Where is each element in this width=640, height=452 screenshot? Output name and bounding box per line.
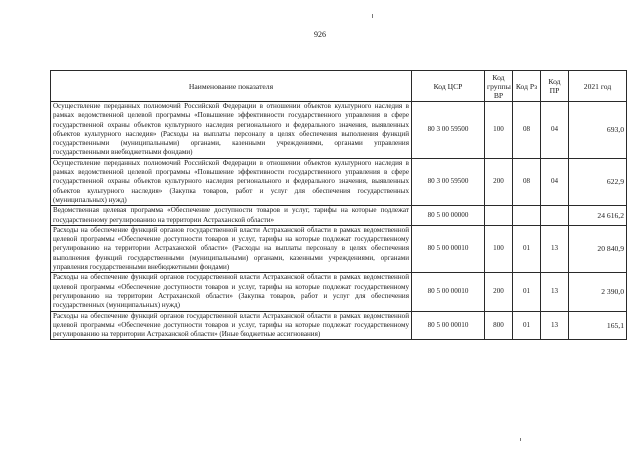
header-year: 2021 год xyxy=(569,71,627,102)
row-csr: 80 5 00 00000 xyxy=(412,206,485,226)
row-pr: 13 xyxy=(541,273,569,311)
scan-speck xyxy=(372,14,373,18)
header-rz: Код Рз xyxy=(513,71,541,102)
row-rz: 08 xyxy=(513,102,541,159)
scan-speck xyxy=(520,438,521,441)
row-name: Ведомственная целевая программа «Обеспечение доступности товаров и услуг, тарифы на которые подлежат государственному регулированию на территории Астраханской области» xyxy=(51,206,412,226)
header-name: Наименование показателя xyxy=(51,71,412,102)
table-row xyxy=(51,311,627,340)
row-group-vr: 100 xyxy=(485,102,513,159)
row-group-vr xyxy=(485,206,513,226)
row-csr: 80 3 00 59500 xyxy=(412,102,485,159)
row-amount: 622,9 xyxy=(569,158,627,205)
row-amount: 24 616,2 xyxy=(569,206,627,226)
table-row xyxy=(51,206,627,226)
table-row xyxy=(51,273,627,311)
row-name: Расходы на обеспечение функций органов государственной власти Астраханской области в рамках ведомственной целевой программы «Обеспечение доступности товаров и услуг, тарифы на которые подлежат государственному регулированию на территории Астраханской области» (Расходы на выплаты персоналу в целях обеспечения выполнения функций государственными (муниципальными) органами, казенными учреждениями, органами управления государственными внебюджетными фондами) xyxy=(51,225,412,272)
table-row xyxy=(51,225,627,272)
row-name: Осуществление переданных полномочий Российской Федерации в отношении объектов культурного наследия в рамках ведомственной целевой программы «Повышение эффективности государственного управления в сфере государственной охраны объектов культурного наследия регионального и федерального значения, выявленных объектов культурного наследия» (Расходы на выплаты персоналу в целях обеспечения выполнения функций государственными (муниципальными) органами, казенными учреждениями, органами управления государственными внебюджетными фондами) xyxy=(51,102,412,159)
row-pr: 04 xyxy=(541,102,569,159)
header-group-vr: Код группы ВР xyxy=(485,71,513,102)
row-amount: 2 390,0 xyxy=(569,273,627,311)
table-row xyxy=(51,102,627,159)
page-number: 926 xyxy=(314,30,326,39)
row-csr: 80 5 00 00010 xyxy=(412,273,485,311)
row-group-vr: 100 xyxy=(485,225,513,272)
row-pr: 13 xyxy=(541,311,569,340)
row-pr: 04 xyxy=(541,158,569,205)
row-amount: 165,1 xyxy=(569,311,627,340)
header-pr: Код ПР xyxy=(541,71,569,102)
row-csr: 80 5 00 00010 xyxy=(412,311,485,340)
row-group-vr: 200 xyxy=(485,273,513,311)
row-pr xyxy=(541,206,569,226)
row-amount: 20 840,9 xyxy=(569,225,627,272)
row-rz: 08 xyxy=(513,158,541,205)
table-header xyxy=(51,71,627,102)
row-name: Расходы на обеспечение функций органов государственной власти Астраханской области в рамках ведомственной целевой программы «Обеспечение доступности товаров и услуг, тарифы на которые подлежат государственному регулированию на территории Астраханской области» (Закупка товаров, работ и услуг для обеспечения государственных (муниципальных) нужд) xyxy=(51,273,412,311)
budget-table xyxy=(50,70,627,340)
row-rz xyxy=(513,206,541,226)
row-rz: 01 xyxy=(513,311,541,340)
table-row xyxy=(51,158,627,205)
header-csr: Код ЦСР xyxy=(412,71,485,102)
row-group-vr: 800 xyxy=(485,311,513,340)
row-csr: 80 3 00 59500 xyxy=(412,158,485,205)
row-rz: 01 xyxy=(513,273,541,311)
row-name: Осуществление переданных полномочий Российской Федерации в отношении объектов культурного наследия в рамках ведомственной целевой программы «Повышение эффективности государственного управления в сфере государственной охраны объектов культурного наследия регионального и федерального значения, выявленных объектов культурного наследия» (Закупка товаров, работ и услуг для обеспечения государственных (муниципальных) нужд) xyxy=(51,158,412,205)
row-rz: 01 xyxy=(513,225,541,272)
row-name: Расходы на обеспечение функций органов государственной власти Астраханской области в рамках ведомственной целевой программы «Обеспечение доступности товаров и услуг, тарифы на которые подлежат государственному регулированию на территории Астраханской области» (Иные бюджетные ассигнования) xyxy=(51,311,412,340)
row-csr: 80 5 00 00010 xyxy=(412,225,485,272)
row-pr: 13 xyxy=(541,225,569,272)
row-group-vr: 200 xyxy=(485,158,513,205)
row-amount: 693,0 xyxy=(569,102,627,159)
table-body xyxy=(51,102,627,340)
